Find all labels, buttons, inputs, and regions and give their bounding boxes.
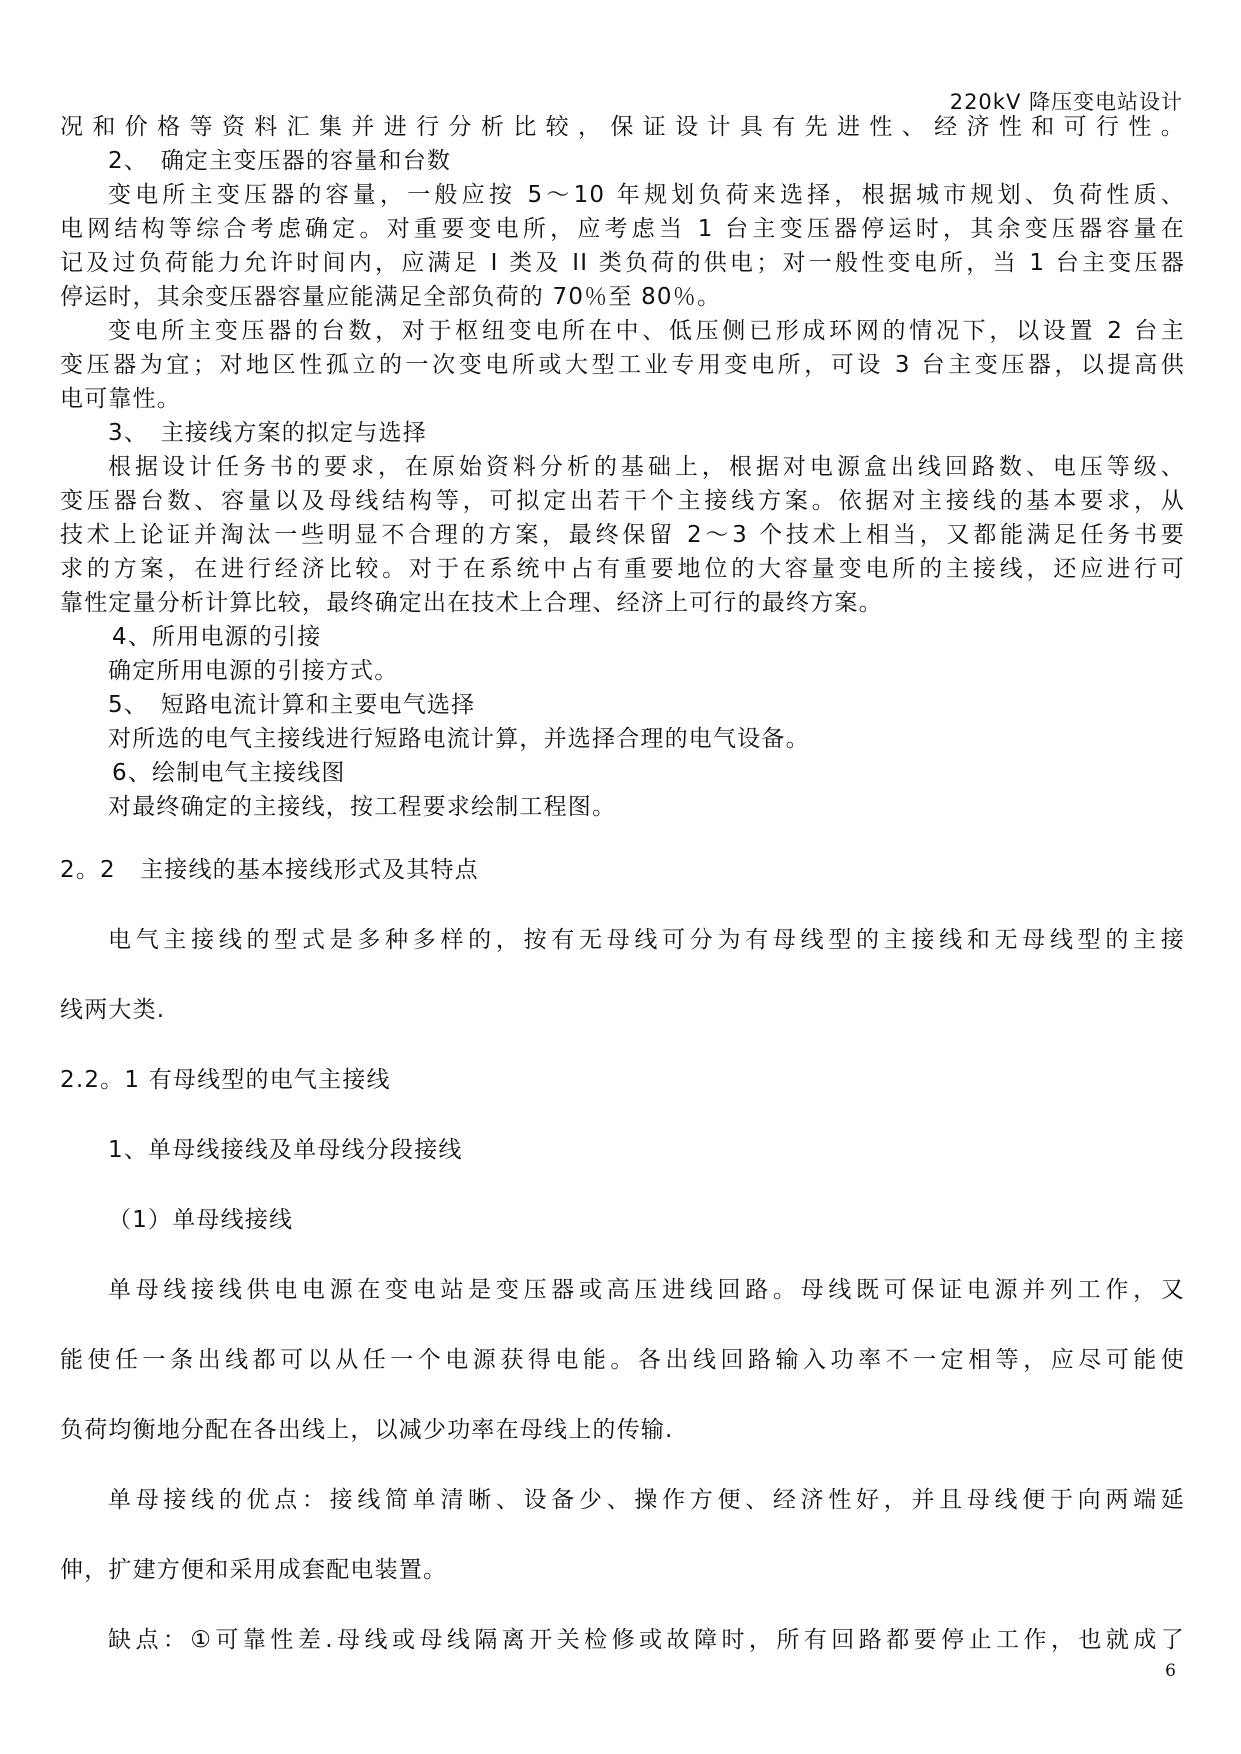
section-heading: （1）单母线接线 [108, 1207, 294, 1233]
section-heading: 6、绘制电气主接线图 [112, 760, 346, 786]
text-line: 对最终确定的主接线，按工程要求绘制工程图。 [108, 794, 617, 820]
text-line: 变压器台数、容量以及母线结构等，可拟定出若干个主接线方案。依据对主接线的基本要求，从 [60, 488, 1185, 514]
text-line: 电网结构等综合考虑确定。对重要变电所，应考虑当 1 台主变压器停运时，其余变压器容量在 [60, 216, 1185, 242]
page-number: 6 [1165, 1661, 1176, 1681]
text-line: 记及过负荷能力允许时间内，应满足 I 类及 II 类负荷的供电；对一般性变电所，当 1 台主变压器 [60, 250, 1185, 276]
running-header: 220kV 降压变电站设计 [949, 90, 1183, 114]
text-line: 变电所主变压器的台数，对于枢纽变电所在中、低压侧已形成环网的情况下，以设置 2 台主 [108, 318, 1185, 344]
text-line: 求的方案，在进行经济比较。对于在系统中占有重要地位的大容量变电所的主接线，还应进行可 [60, 556, 1185, 582]
text-line: 确定所用电源的引接方式。 [108, 658, 399, 684]
section-heading: 4、所用电源的引接 [112, 624, 322, 650]
text-line: 单母线接线供电电源在变电站是变压器或高压进线回路。母线既可保证电源并列工作，又 [108, 1277, 1185, 1303]
text-line: 技术上论证并淘汰一些明显不合理的方案，最终保留 2～3 个技术上相当，又都能满足任务书要 [60, 522, 1185, 548]
text-line: 靠性定量分析计算比较，最终确定出在技术上合理、经济上可行的最终方案。 [60, 590, 883, 616]
section-heading: 3、 主接线方案的拟定与选择 [108, 420, 427, 446]
text-line: 负荷均衡地分配在各出线上，以减少功率在母线上的传输. [60, 1417, 674, 1443]
text-line: 单母接线的优点：接线简单清晰、设备少、操作方便、经济性好，并且母线便于向两端延 [108, 1487, 1185, 1513]
text-line: 变电所主变压器的容量，一般应按 5～10 年规划负荷来选择，根据城市规划、负荷性质、 [108, 182, 1185, 208]
text-line: 线两大类. [60, 997, 166, 1023]
text-line: 停运时，其余变压器容量应能满足全部负荷的 70％至 80％。 [60, 284, 722, 310]
text-line: 伸，扩建方便和采用成套配电装置。 [60, 1557, 448, 1583]
section-heading: 2。2 主接线的基本接线形式及其特点 [60, 857, 479, 883]
text-line: 缺点：①可靠性差.母线或母线隔离开关检修或故障时，所有回路都要停止工作，也就成了 [108, 1627, 1185, 1653]
text-line: 变压器为宜；对地区性孤立的一次变电所或大型工业专用变电所，可设 3 台主变压器，以提高供 [60, 352, 1185, 378]
text-line: 电可靠性。 [60, 386, 181, 412]
section-heading: 2、 确定主变压器的容量和台数 [108, 148, 452, 174]
text-line: 对所选的电气主接线进行短路电流计算，并选择合理的电气设备。 [108, 726, 810, 752]
text-line: 电气主接线的型式是多种多样的，按有无母线可分为有母线型的主接线和无母线型的主接 [108, 927, 1185, 953]
section-heading: 1、单母线接线及单母线分段接线 [108, 1137, 463, 1163]
text-line: 根据设计任务书的要求，在原始资料分析的基础上，根据对电源盒出线回路数、电压等级、 [108, 454, 1185, 480]
text-line: 能使任一条出线都可以从任一个电源获得电能。各出线回路输入功率不一定相等，应尽可能使 [60, 1347, 1185, 1373]
section-heading: 5、 短路电流计算和主要电气选择 [108, 692, 476, 718]
text-line: 况和价格等资料汇集并进行分析比较，保证设计具有先进性、经济性和可行性。 [60, 114, 1185, 140]
section-heading: 2.2。1 有母线型的电气主接线 [60, 1067, 391, 1093]
